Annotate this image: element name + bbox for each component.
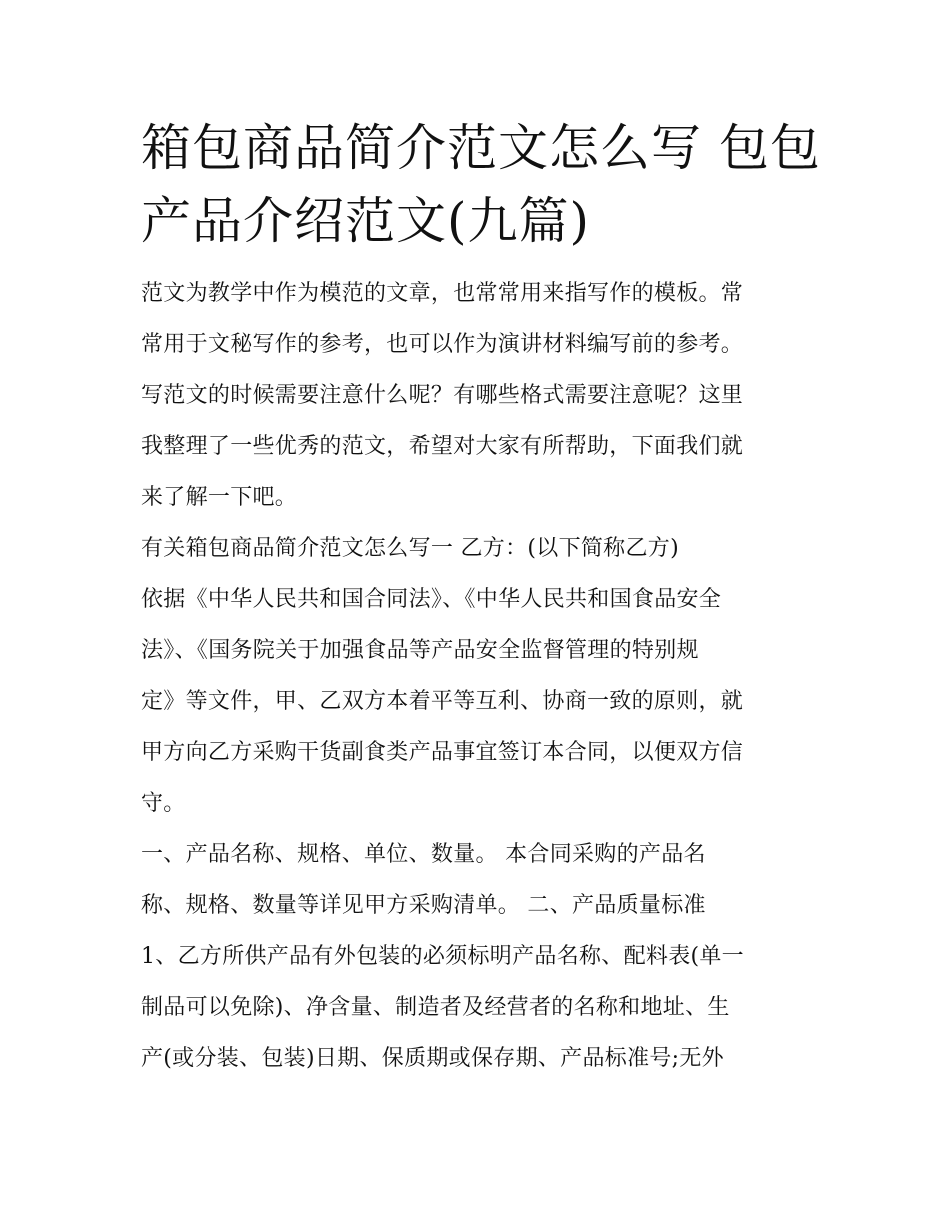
body-line: 一、产品名称、规格、单位、数量。 本合同采购的产品名 xyxy=(141,842,706,867)
body-line: 来了解一下吧。 xyxy=(141,485,298,510)
body-line: 范文为教学中作为模范的文章，也常常用来指写作的模板。常 xyxy=(141,281,744,306)
document-title xyxy=(141,112,821,258)
body-line: 产(或分装、包装)日期、保质期或保存期、产品标准号;无外 xyxy=(141,1046,724,1071)
body-line: 1、乙方所供产品有外包装的必须标明产品名称、配料表(单一 xyxy=(141,944,744,969)
title-line-2: 产品介绍范文(九篇) xyxy=(141,192,591,250)
document-body xyxy=(141,268,813,1084)
title-line-1: 箱包商品简介范文怎么写 包包 xyxy=(141,119,821,177)
body-line: 甲方向乙方采购干货副食类产品事宜签订本合同，以便双方信 xyxy=(141,740,744,765)
body-line: 我整理了一些优秀的范文，希望对大家有所帮助，下面我们就 xyxy=(141,434,744,459)
body-line: 法》、《国务院关于加强食品等产品安全监督管理的特别规 xyxy=(141,638,699,663)
body-line: 依据《中华人民共和国合同法》、《中华人民共和国食品安全 xyxy=(141,587,722,612)
body-line: 称、规格、数量等详见甲方采购清单。 二、产品质量标准 xyxy=(141,893,706,918)
body-line: 守。 xyxy=(141,791,186,816)
body-line: 常用于文秘写作的参考，也可以作为演讲材料编写前的参考。 xyxy=(141,332,744,357)
body-line: 制品可以免除)、净含量、制造者及经营者的名称和地址、生 xyxy=(141,995,730,1020)
body-line: 有关箱包商品简介范文怎么写一 乙方：(以下简称乙方) xyxy=(141,536,679,561)
document-page xyxy=(141,112,821,1084)
body-line: 定》等文件，甲、乙双方本着平等互利、协商一致的原则，就 xyxy=(141,689,744,714)
body-line: 写范文的时候需要注意什么呢？有哪些格式需要注意呢？这里 xyxy=(141,383,744,408)
